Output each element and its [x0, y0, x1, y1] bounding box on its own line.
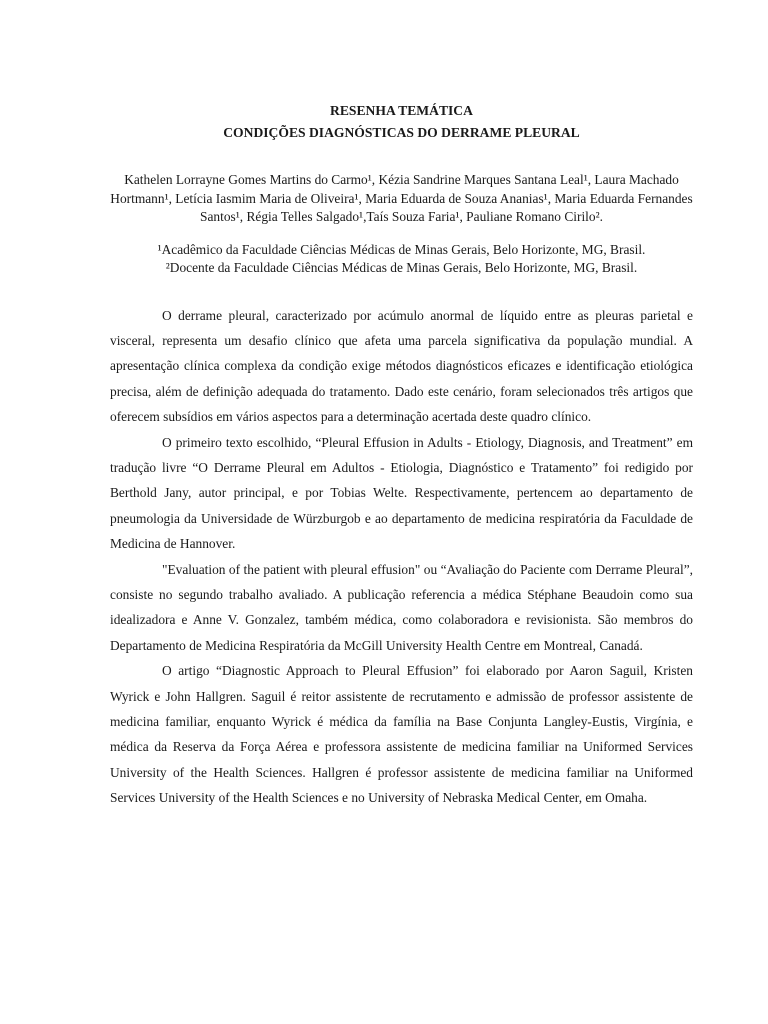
affiliations — [110, 241, 693, 278]
paragraph-third-article: O artigo “Diagnostic Approach to Pleural Effusion” foi elaborado por Aaron Saguil, Kristen Wyrick e John Hallgren. Saguil é reitor assistente de recrutamento e admissão de professor assistente de medicina familiar, enquanto Wyrick é médica da família na Base Conjunta Langley-Eustis, Virgínia, e médica da Reserva da Força Aérea e professora assistente de medicina familiar na Uniformed Services University of the Health Sciences. Hallgren é professor assistente de medicina familiar na Uniformed Services University of the Health Sciences e no University of Nebraska Medical Center, em Omaha. — [110, 663, 693, 806]
paragraph-intro: O derrame pleural, caracterizado por acúmulo anormal de líquido entre as pleuras parietal e visceral, representa um desafio clínico que afeta uma parcela significativa da população mundial. A apresentação clínica complexa da condição exige métodos diagnósticos eficazes e identificação etiológica precisa, além de definição adequada do tratamento. Dado este cenário, foram selecionados três artigos que oferecem subsídios em vários aspectos para a determinação acertada deste quadro clínico. — [110, 307, 693, 425]
body-text — [110, 303, 693, 811]
document-kicker: RESENHA TEMÁTICA — [330, 103, 473, 118]
author-list: Kathelen Lorrayne Gomes Martins do Carmo¹, Kézia Sandrine Marques Santana Leal¹, Laura Machado Hortmann¹, Letícia Iasmim Maria de Oliveira¹, Maria Eduarda de Souza Ananias¹, Maria Eduarda Fernandes Santos¹, Régia Telles Salgado¹,Taís Souza Faria¹, Pauliane Romano Cirilo². — [110, 172, 693, 224]
document-title: CONDIÇÕES DIAGNÓSTICAS DO DERRAME PLEURAL — [223, 125, 580, 140]
affiliation-1: ¹Acadêmico da Faculdade Ciências Médicas de Minas Gerais, Belo Horizonte, MG, Brasil. — [157, 241, 646, 257]
affiliation-2: ²Docente da Faculdade Ciências Médicas de Minas Gerais, Belo Horizonte, MG, Brasil. — [165, 260, 638, 275]
paragraph-second-article: "Evaluation of the patient with pleural effusion" ou “Avaliação do Paciente com Derrame Pleural”, consiste no segundo trabalho avaliado. A publicação referencia a médica Stéphane Beaudoin como sua idealizadora e Anne V. Gonzalez, também médica, como colaboradora e revisionista. São membros do Departamento de Medicina Respiratória da McGill University Health Centre em Montreal, Canadá. — [110, 561, 693, 653]
document-page — [110, 100, 693, 811]
paragraph-first-article: O primeiro texto escolhido, “Pleural Effusion in Adults - Etiology, Diagnosis, and Treatment” em tradução livre “O Derrame Pleural em Adultos - Etiologia, Diagnóstico e Tratamento” foi redigido por Berthold Jany, autor principal, e por Tobias Welte. Respectivamente, pertencem ao departamento de pneumologia da Universidade de Würzburgob e ao departamento de medicina respiratória da Faculdade de Medicina de Hannover. — [110, 434, 693, 552]
